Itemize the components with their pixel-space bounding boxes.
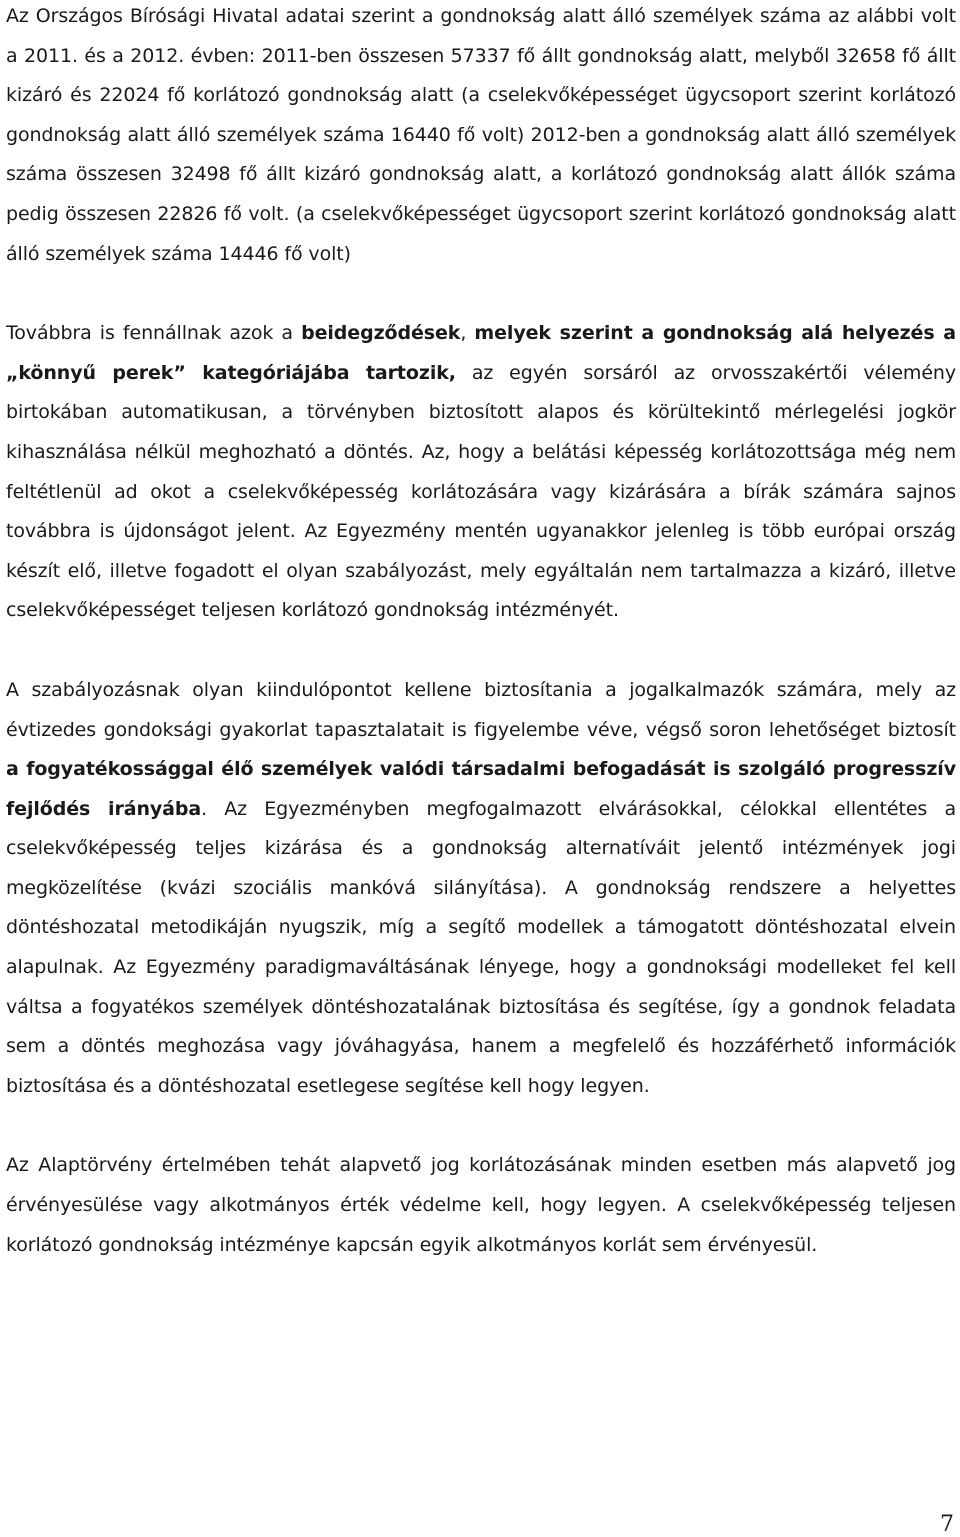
document-body xyxy=(6,0,956,1265)
paragraph-prejudices-bold-1: beidegződések xyxy=(301,322,461,345)
page-number: 7 xyxy=(940,1512,954,1537)
paragraph-regulation-text-1: A szabályozásnak olyan kiindulópontot kellene biztosítania a jogalkalmazók számára, mely az évtizedes gondoksági gyakorlat tapasztalatait is figyelembe véve, végső soron lehetőséget biztosít xyxy=(6,678,956,741)
paragraph-fundamental-law: Az Alaptörvény értelmében tehát alapvető jog korlátozásának minden esetben más alapvető jog érvényesülése vagy alkotmányos érték védelme kell, hogy legyen. A cselekvőképesség teljesen korlátozó gondnokság intézménye kapcsán egyik alkotmányos korlát sem érvényesül. xyxy=(6,1154,956,1256)
paragraph-prejudices-text-1: Továbbra is fennállnak azok a xyxy=(6,322,302,345)
paragraph-regulation-bold-1: a fogyatékossággal élő személyek valódi társadalmi befogadását is szolgáló progresszív fejlődés irányába xyxy=(6,758,956,820)
paragraph-regulation xyxy=(6,671,956,1107)
paragraph-prejudices-bold-2: melyek szerint a gondnokság alá helyezés a „könnyű perek” kategóriájába tartozik, xyxy=(6,322,956,384)
paragraph-prejudices xyxy=(6,314,956,631)
paragraph-prejudices-text-3: az egyén sorsáról az orvosszakértői vélemény birtokában automatikusan, a törvényben biztosított alapos és körültekintő mérlegelési jogkör kihasználása nélkül meghozható a döntés. Az, hogy a belátási képesség korlátozottsága még nem feltétlenül ad okot a cselekvőképesség korlátozására vagy kizárására a bírák számára sajnos továbbra is újdonságot jelent. Az Egyezmény mentén ugyanakkor jelenleg is több európai ország készít elő, illetve fogadott el olyan szabályozást, mely egyáltalán nem tartalmazza a kizáró, illetve cselekvőképességet teljesen korlátozó gondnokság intézményét. xyxy=(6,361,956,622)
paragraph-prejudices-text-2: , xyxy=(460,322,475,345)
paragraph-statistics: Az Országos Bírósági Hivatal adatai szerint a gondnokság alatt álló személyek száma az alábbi volt a 2011. és a 2012. évben: 2011-ben összesen 57337 fő állt gondnokság alatt, melyből 32658 fő állt kizáró és 22024 fő korlátozó gondnokság alatt (a cselekvőképességet ügycsoport szerint korlátozó gondnokság alatt álló személyek száma 16440 fő volt) 2012-ben a gondnokság alatt álló személyek száma összesen 32498 fő állt kizáró gondnokság alatt, a korlátozó gondnokság alatt állók száma pedig összesen 22826 fő volt. (a cselekvőképességet ügycsoport szerint korlátozó gondnokság alatt álló személyek száma 14446 fő volt) xyxy=(6,5,956,265)
paragraph-regulation-text-2: . Az Egyezményben megfogalmazott elvárásokkal, célokkal ellentétes a cselekvőképesség teljes kizárása és a gondnokság alternatíváit jelentő intézmények jogi megközelítése (kvázi szociális mankóvá silányítása). A gondnokság rendszere a helyettes döntéshozatal metodikáján nyugszik, míg a segítő modellek a támogatott döntéshozatal elvein alapulnak. Az Egyezmény paradigmaváltásának lényege, hogy a gondnoksági modelleket fel kell váltsa a fogyatékos személyek döntéshozatalának biztosítása és segítése, így a gondnok feladata sem a döntés meghozása vagy jóváhagyása, hanem a megfelelő és hozzáférhető információk biztosítása és a döntéshozatal esetlegese segítése kell hogy legyen. xyxy=(6,797,956,1097)
